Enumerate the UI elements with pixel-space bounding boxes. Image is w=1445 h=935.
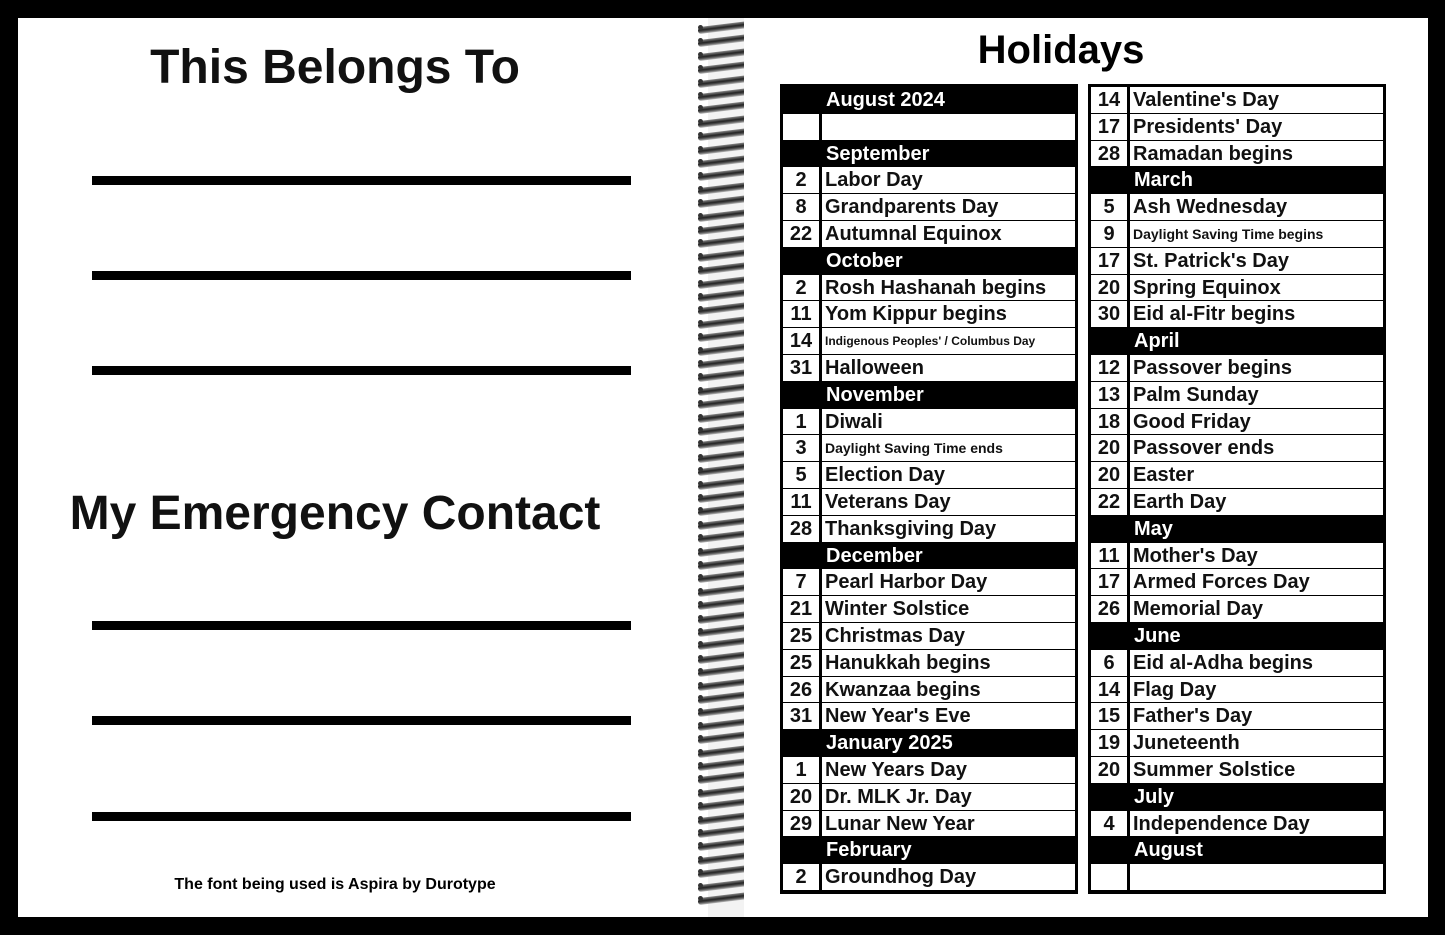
holiday-day: 31 — [783, 703, 819, 729]
holiday-name: Summer Solstice — [1130, 757, 1383, 783]
holiday-row — [783, 757, 1075, 784]
holiday-day: 28 — [1091, 141, 1127, 167]
month-label: March — [1134, 169, 1193, 192]
holiday-name: Hanukkah begins — [822, 650, 1075, 676]
holiday-row — [1091, 596, 1383, 623]
month-label: December — [826, 544, 923, 567]
spiral-ring — [698, 131, 750, 138]
holiday-name: Independence Day — [1130, 811, 1383, 837]
holiday-day: 2 — [783, 864, 819, 890]
spiral-ring — [698, 694, 750, 701]
holiday-day: 21 — [783, 596, 819, 622]
holiday-name: Palm Sunday — [1130, 382, 1383, 408]
holiday-day: 20 — [1091, 757, 1127, 783]
holiday-row — [783, 435, 1075, 462]
holiday-column-right — [1088, 84, 1386, 894]
spiral-ring — [698, 841, 750, 848]
holiday-day: 22 — [1091, 489, 1127, 515]
emergency-contact-title: My Emergency Contact — [69, 487, 601, 540]
spiral-ring — [698, 399, 750, 406]
spiral-ring — [698, 91, 750, 98]
right-page — [744, 18, 1428, 917]
holiday-name: Thanksgiving Day — [822, 516, 1075, 542]
holiday-row — [783, 677, 1075, 704]
holiday-name — [822, 114, 1075, 140]
holiday-name: Pearl Harbor Day — [822, 569, 1075, 595]
holiday-name: Daylight Saving Time ends — [822, 435, 1075, 461]
holiday-day: 7 — [783, 569, 819, 595]
spiral-ring — [698, 640, 750, 647]
contact-line-1 — [92, 621, 631, 630]
spiral-ring — [698, 238, 750, 245]
holiday-day: 26 — [1091, 596, 1127, 622]
month-label: September — [826, 142, 930, 165]
spiral-ring — [698, 748, 750, 755]
month-header — [783, 837, 1075, 864]
holiday-row — [1091, 435, 1383, 462]
holiday-row — [783, 489, 1075, 516]
spiral-ring — [698, 520, 750, 527]
holiday-day: 1 — [783, 757, 819, 783]
holiday-name: Lunar New Year — [822, 811, 1075, 837]
month-header — [783, 248, 1075, 275]
holiday-day — [783, 114, 819, 140]
month-header — [1091, 837, 1383, 864]
holiday-day: 20 — [1091, 462, 1127, 488]
holiday-day: 26 — [783, 677, 819, 703]
month-label: August — [1134, 839, 1203, 862]
holiday-row — [1091, 569, 1383, 596]
holiday-row — [1091, 489, 1383, 516]
spiral-ring — [698, 372, 750, 379]
holiday-day: 20 — [1091, 275, 1127, 301]
holiday-day: 11 — [783, 301, 819, 327]
month-label: October — [826, 249, 903, 272]
holiday-row — [783, 462, 1075, 489]
holiday-row — [783, 784, 1075, 811]
holiday-row — [1091, 355, 1383, 382]
spiral-ring — [698, 453, 750, 460]
left-page — [18, 18, 702, 917]
holiday-row — [783, 596, 1075, 623]
holiday-day: 14 — [783, 328, 819, 354]
holiday-row — [783, 569, 1075, 596]
holiday-day: 2 — [783, 167, 819, 193]
name-line-3 — [92, 366, 631, 375]
spiral-ring — [698, 265, 750, 272]
holiday-row — [1091, 275, 1383, 302]
spiral-ring — [698, 654, 750, 661]
month-header — [783, 382, 1075, 409]
holiday-name: Dr. MLK Jr. Day — [822, 784, 1075, 810]
holiday-row — [1091, 114, 1383, 141]
holiday-day: 18 — [1091, 409, 1127, 435]
holiday-day — [1091, 864, 1127, 890]
spiral-ring — [698, 600, 750, 607]
spiral-ring — [698, 346, 750, 353]
spiral-ring — [698, 359, 750, 366]
spiral-ring — [698, 171, 750, 178]
spiral-ring — [698, 493, 750, 500]
spiral-ring — [698, 506, 750, 513]
month-label: April — [1134, 330, 1180, 353]
spiral-ring — [698, 279, 750, 286]
spiral-ring — [698, 667, 750, 674]
holiday-day: 1 — [783, 409, 819, 435]
month-label: November — [826, 383, 924, 406]
holiday-day: 31 — [783, 355, 819, 381]
month-header — [783, 141, 1075, 168]
holiday-name: Eid al-Fitr begins — [1130, 301, 1383, 327]
holiday-day: 9 — [1091, 221, 1127, 247]
spiral-ring — [698, 882, 750, 889]
spiral-ring — [698, 439, 750, 446]
holiday-row — [1091, 87, 1383, 114]
holiday-row — [783, 221, 1075, 248]
month-header — [1091, 167, 1383, 194]
spiral-ring — [698, 145, 750, 152]
holiday-row — [783, 811, 1075, 838]
spiral-ring — [698, 78, 750, 85]
holiday-row — [783, 167, 1075, 194]
holiday-name: Juneteenth — [1130, 730, 1383, 756]
spiral-ring — [698, 158, 750, 165]
spiral-ring — [698, 573, 750, 580]
holiday-row — [1091, 703, 1383, 730]
month-label: June — [1134, 624, 1181, 647]
holiday-row — [1091, 462, 1383, 489]
holiday-row — [1091, 194, 1383, 221]
holiday-name: Halloween — [822, 355, 1075, 381]
spiral-ring — [698, 104, 750, 111]
holiday-row — [1091, 650, 1383, 677]
spiral-ring — [698, 225, 750, 232]
holiday-day: 14 — [1091, 87, 1127, 113]
holiday-day: 22 — [783, 221, 819, 247]
spiral-ring — [698, 305, 750, 312]
month-header — [783, 87, 1075, 114]
month-label: January 2025 — [826, 732, 953, 755]
holiday-row — [1091, 677, 1383, 704]
spiral-ring — [698, 386, 750, 393]
holiday-day: 30 — [1091, 301, 1127, 327]
holiday-row — [1091, 141, 1383, 168]
holiday-day: 20 — [1091, 435, 1127, 461]
holiday-name: Veterans Day — [822, 489, 1075, 515]
holiday-name: Christmas Day — [822, 623, 1075, 649]
belongs-to-title: This Belongs To — [150, 41, 520, 94]
spiral-ring — [698, 332, 750, 339]
spiral-ring — [698, 252, 750, 259]
spiral-ring — [698, 788, 750, 795]
holiday-name: Labor Day — [822, 167, 1075, 193]
holiday-day: 5 — [1091, 194, 1127, 220]
spiral-ring — [698, 198, 750, 205]
month-header — [1091, 623, 1383, 650]
spiral-ring — [698, 426, 750, 433]
month-label: August 2024 — [826, 89, 945, 111]
holiday-name: Ash Wednesday — [1130, 194, 1383, 220]
spiral-ring — [698, 185, 750, 192]
holiday-day: 25 — [783, 650, 819, 676]
holiday-name: Election Day — [822, 462, 1075, 488]
holiday-day: 11 — [783, 489, 819, 515]
holiday-day: 17 — [1091, 569, 1127, 595]
holiday-column-left — [780, 84, 1078, 894]
holiday-day: 12 — [1091, 355, 1127, 381]
holiday-name: Winter Solstice — [822, 596, 1075, 622]
holiday-day: 28 — [783, 516, 819, 542]
holiday-row — [1091, 409, 1383, 436]
holiday-name: New Year's Eve — [822, 703, 1075, 729]
holiday-day: 14 — [1091, 677, 1127, 703]
spiral-ring — [698, 292, 750, 299]
holiday-row — [1091, 543, 1383, 570]
spiral-ring — [698, 734, 750, 741]
holiday-day: 19 — [1091, 730, 1127, 756]
holiday-name: St. Patrick's Day — [1130, 248, 1383, 274]
spiral-ring — [698, 681, 750, 688]
holiday-row — [1091, 811, 1383, 838]
holiday-row — [1091, 382, 1383, 409]
spiral-ring — [698, 466, 750, 473]
holiday-name: Ramadan begins — [1130, 141, 1383, 167]
holiday-day: 11 — [1091, 543, 1127, 569]
holiday-name: Good Friday — [1130, 409, 1383, 435]
spiral-ring — [698, 761, 750, 768]
spiral-ring — [698, 895, 750, 902]
holiday-row — [1091, 248, 1383, 275]
spiral-ring — [698, 855, 750, 862]
spiral-ring — [698, 533, 750, 540]
name-line-2 — [92, 271, 631, 280]
holiday-name: Armed Forces Day — [1130, 569, 1383, 595]
holiday-row — [1091, 301, 1383, 328]
holiday-row — [783, 275, 1075, 302]
holiday-day: 8 — [783, 194, 819, 220]
spiral-ring — [698, 627, 750, 634]
month-label: May — [1134, 517, 1173, 540]
holiday-name: Valentine's Day — [1130, 87, 1383, 113]
spiral-ring — [698, 801, 750, 808]
spiral-ring — [698, 413, 750, 420]
holiday-row — [783, 516, 1075, 543]
spiral-ring — [698, 547, 750, 554]
spiral-ring — [698, 707, 750, 714]
holiday-name: Eid al-Adha begins — [1130, 650, 1383, 676]
spiral-ring — [698, 774, 750, 781]
holiday-row — [783, 623, 1075, 650]
holiday-row — [783, 409, 1075, 436]
spiral-ring — [698, 480, 750, 487]
holiday-row — [783, 194, 1075, 221]
holidays-title: Holidays — [977, 28, 1145, 72]
holiday-row — [783, 114, 1075, 141]
holiday-row — [783, 301, 1075, 328]
month-header — [1091, 516, 1383, 543]
holiday-name: Presidents' Day — [1130, 114, 1383, 140]
holiday-row — [783, 328, 1075, 355]
holiday-day: 4 — [1091, 811, 1127, 837]
holiday-name: Grandparents Day — [822, 194, 1075, 220]
holiday-row — [1091, 864, 1383, 891]
holiday-name: Passover ends — [1130, 435, 1383, 461]
spiral-ring — [698, 828, 750, 835]
holiday-row — [1091, 221, 1383, 248]
month-header — [783, 543, 1075, 570]
holiday-name: Daylight Saving Time begins — [1130, 221, 1383, 247]
holiday-name: Father's Day — [1130, 703, 1383, 729]
holiday-day: 2 — [783, 275, 819, 301]
holiday-name: Indigenous Peoples' / Columbus Day — [822, 328, 1075, 354]
holiday-name — [1130, 864, 1383, 890]
holiday-name: Rosh Hashanah begins — [822, 275, 1075, 301]
month-header — [1091, 784, 1383, 811]
holiday-day: 17 — [1091, 248, 1127, 274]
month-header — [783, 730, 1075, 757]
holiday-name: Flag Day — [1130, 677, 1383, 703]
holiday-day: 6 — [1091, 650, 1127, 676]
spiral-ring — [698, 587, 750, 594]
holiday-day: 17 — [1091, 114, 1127, 140]
contact-line-2 — [92, 716, 631, 725]
font-note: The font being used is Aspira by Durotype — [174, 876, 496, 893]
month-label: July — [1134, 785, 1175, 808]
holiday-row — [1091, 730, 1383, 757]
holiday-name: Autumnal Equinox — [822, 221, 1075, 247]
month-label: February — [826, 839, 912, 862]
holiday-row — [1091, 757, 1383, 784]
holiday-name: Groundhog Day — [822, 864, 1075, 890]
spiral-ring — [698, 721, 750, 728]
holiday-row — [783, 650, 1075, 677]
spiral-ring — [698, 212, 750, 219]
holiday-name: Diwali — [822, 409, 1075, 435]
holiday-name: New Years Day — [822, 757, 1075, 783]
holiday-name: Passover begins — [1130, 355, 1383, 381]
spiral-ring — [698, 118, 750, 125]
spiral-ring — [698, 815, 750, 822]
holiday-name: Yom Kippur begins — [822, 301, 1075, 327]
holiday-name: Earth Day — [1130, 489, 1383, 515]
holiday-day: 25 — [783, 623, 819, 649]
contact-line-3 — [92, 812, 631, 821]
holiday-day: 5 — [783, 462, 819, 488]
holiday-row — [783, 864, 1075, 891]
spiral-ring — [698, 868, 750, 875]
holiday-name: Memorial Day — [1130, 596, 1383, 622]
spiral-ring — [698, 319, 750, 326]
holiday-name: Mother's Day — [1130, 543, 1383, 569]
spiral-ring — [698, 614, 750, 621]
holiday-name: Kwanzaa begins — [822, 677, 1075, 703]
holiday-day: 20 — [783, 784, 819, 810]
holiday-day: 29 — [783, 811, 819, 837]
holiday-day: 13 — [1091, 382, 1127, 408]
holiday-row — [783, 703, 1075, 730]
name-line-1 — [92, 176, 631, 185]
month-header — [1091, 328, 1383, 355]
holiday-day: 15 — [1091, 703, 1127, 729]
holiday-day: 3 — [783, 435, 819, 461]
holiday-name: Spring Equinox — [1130, 275, 1383, 301]
spiral-ring — [698, 560, 750, 567]
holiday-name: Easter — [1130, 462, 1383, 488]
holiday-row — [783, 355, 1075, 382]
